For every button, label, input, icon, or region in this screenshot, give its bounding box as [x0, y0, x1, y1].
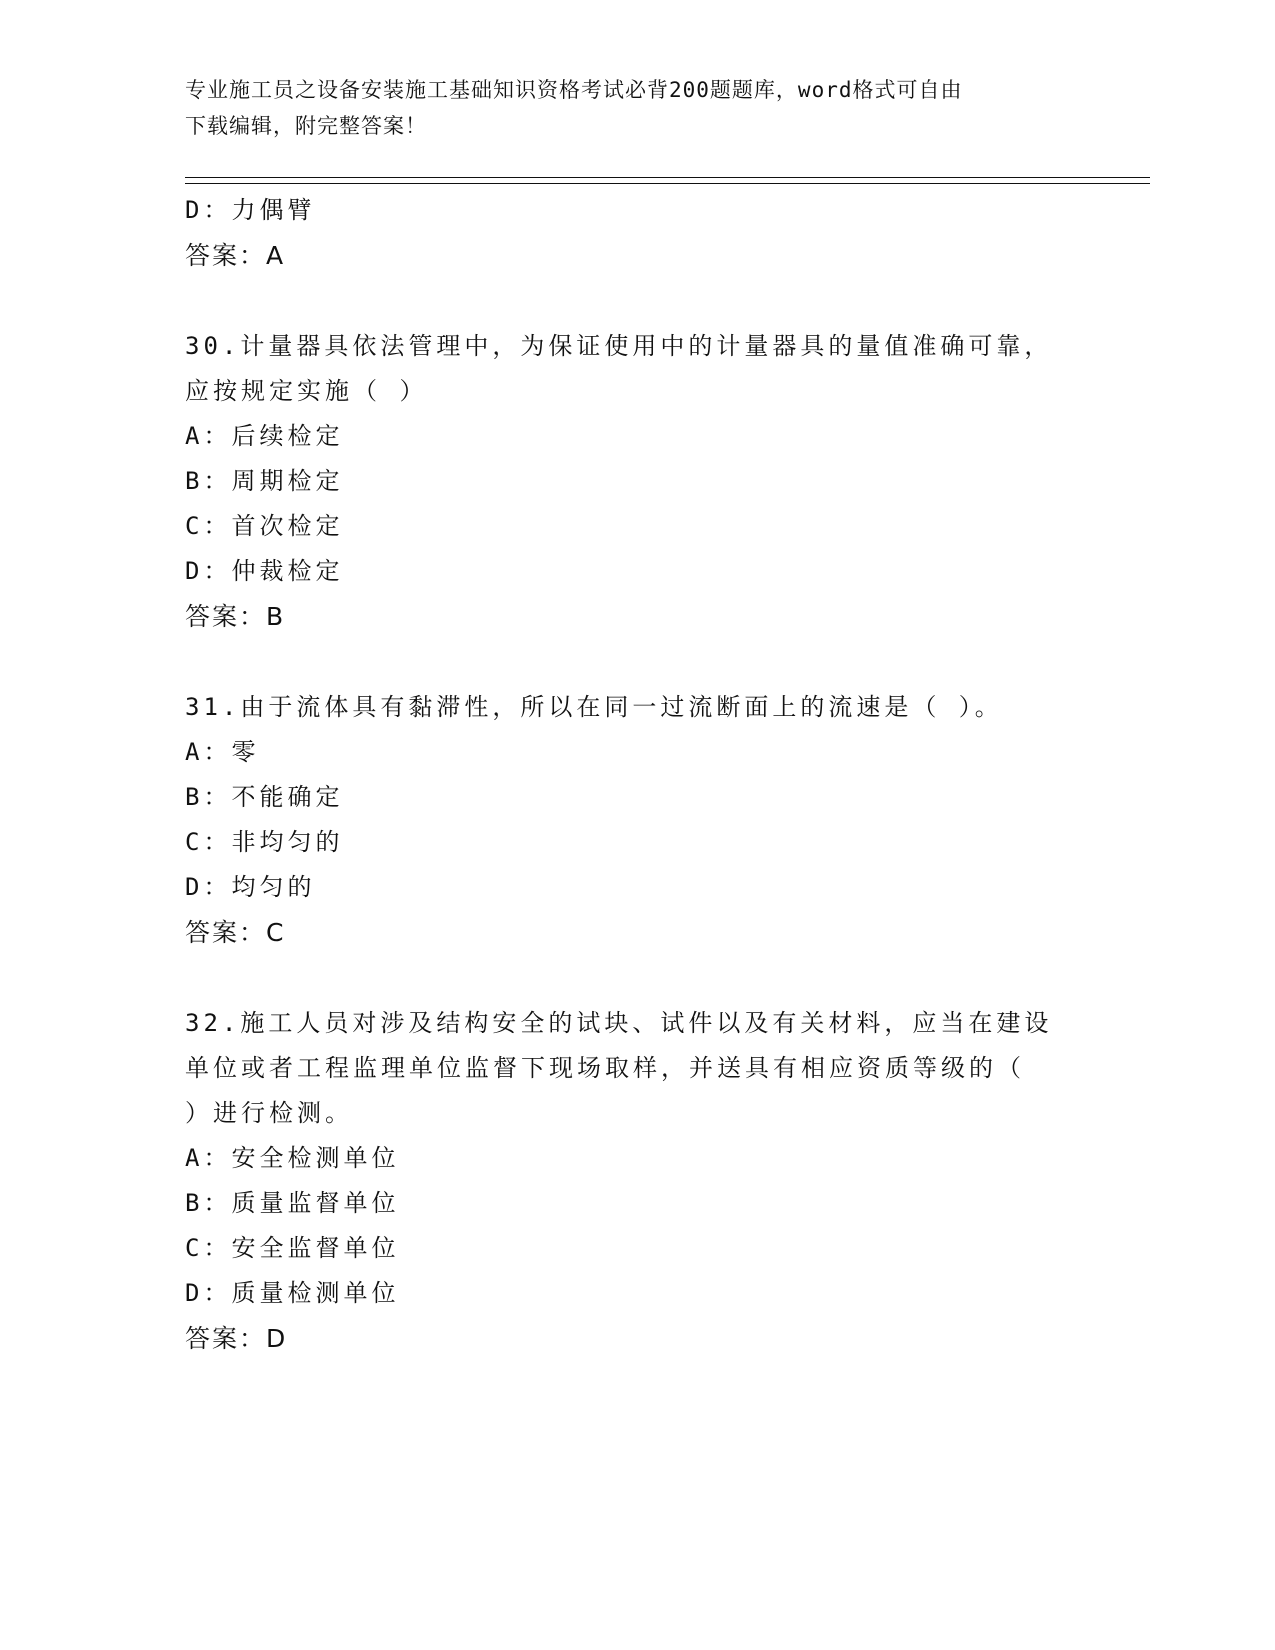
answer-label: 答案：C [185, 918, 286, 947]
question-stem: 31.由于流体具有黏滞性，所以在同一过流断面上的流速是（ ）。 [185, 693, 1003, 721]
header-divider [185, 177, 1150, 184]
option-c: C：非均匀的 [185, 828, 344, 856]
option-b: B：周期检定 [185, 467, 344, 495]
spacer [185, 955, 1085, 1001]
question-stem: ）进行检测。 [185, 1099, 353, 1127]
spacer [185, 278, 1085, 324]
option-d: D：力偶臂 [185, 196, 316, 224]
option-a: A：零 [185, 738, 260, 766]
option-a: A：安全检测单位 [185, 1144, 400, 1172]
option-a: A：后续检定 [185, 422, 344, 450]
question-list [185, 188, 1085, 1361]
option-d: D：仲裁检定 [185, 557, 344, 585]
answer-label: 答案：B [185, 602, 286, 631]
option-b: B：不能确定 [185, 783, 344, 811]
option-c: C：首次检定 [185, 512, 344, 540]
option-c: C：安全监督单位 [185, 1234, 400, 1262]
question-31 [185, 685, 1085, 955]
question-stem: 应按规定实施（ ） [185, 377, 428, 405]
question-32 [185, 1001, 1085, 1361]
question-stem: 32.施工人员对涉及结构安全的试块、试件以及有关材料，应当在建设 [185, 1009, 1053, 1037]
header-line-2: 下载编辑，附完整答案！ [185, 114, 427, 138]
header-line-1: 专业施工员之设备安装施工基础知识资格考试必背200题题库，word格式可自由 [185, 78, 963, 102]
option-d: D：质量检测单位 [185, 1279, 400, 1307]
spacer [185, 639, 1085, 685]
answer-label: 答案：D [185, 1324, 288, 1353]
document-header [185, 72, 1065, 144]
question-stem: 单位或者工程监理单位监督下现场取样，并送具有相应资质等级的（ [185, 1054, 1025, 1082]
question-30 [185, 324, 1085, 639]
option-b: B：质量监督单位 [185, 1189, 400, 1217]
option-d: D：均匀的 [185, 873, 316, 901]
answer-label: 答案：A [185, 241, 286, 270]
question-stem: 30.计量器具依法管理中，为保证使用中的计量器具的量值准确可靠， [185, 332, 1053, 360]
